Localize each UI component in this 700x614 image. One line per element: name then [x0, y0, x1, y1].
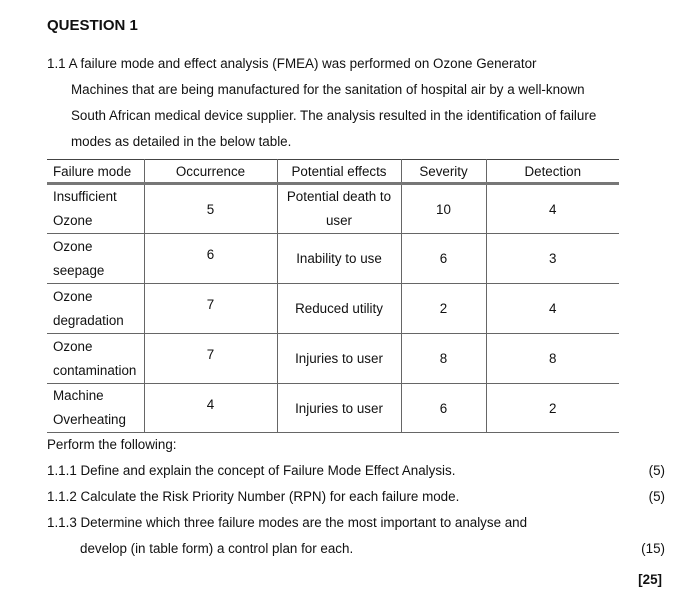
- table-row: [47, 284, 619, 334]
- table-row: [47, 334, 619, 384]
- failure-mode-line1: Machine: [53, 388, 104, 403]
- detection-cell: 4: [486, 284, 619, 334]
- task-text: 1.1.3 Determine which three failure modes are the most important to analyse and: [47, 515, 528, 530]
- task-item: [47, 458, 665, 484]
- severity-cell: 2: [401, 284, 486, 334]
- severity-cell: 8: [401, 334, 486, 384]
- failure-mode-line2: Overheating: [53, 412, 126, 427]
- total-marks: [25]: [638, 572, 662, 587]
- failure-mode-line1: Insufficient: [53, 189, 117, 204]
- failure-mode-line2: Ozone: [53, 213, 93, 228]
- header-severity: Severity: [401, 160, 486, 184]
- detection-cell: 3: [486, 234, 619, 284]
- effect-cell: Injuries to user: [277, 384, 401, 433]
- task-text-continuation: develop (in table form) a control plan for each.: [80, 541, 354, 556]
- header-failure-mode: Failure mode: [47, 160, 144, 184]
- failure-mode-line1: Ozone: [53, 288, 93, 304]
- failure-mode-line2: seepage: [53, 262, 105, 278]
- effect-cell: Inability to use: [277, 234, 401, 284]
- task-marks: (15): [641, 541, 665, 556]
- question-title: QUESTION 1: [47, 17, 138, 34]
- table-row: [47, 234, 619, 284]
- table-row: [47, 384, 619, 433]
- intro-continuation: Machines that are being manufactured for the sanitation of hospital air by a well-known South African medical device supplier. The analysis resulted in the identification of failure modes as detailed in the below table.: [71, 82, 597, 149]
- severity-cell: 6: [401, 234, 486, 284]
- task-intro: Perform the following:: [47, 437, 177, 452]
- failure-mode-cell: [47, 184, 144, 234]
- detection-cell: 8: [486, 334, 619, 384]
- header-detection: Detection: [486, 160, 619, 184]
- failure-mode-line2: degradation: [53, 312, 124, 328]
- task-item: [47, 484, 665, 510]
- failure-mode-line2: contamination: [53, 362, 137, 378]
- effect-cell: Potential death to user: [277, 184, 401, 234]
- intro-first-line: 1.1 A failure mode and effect analysis (FMEA) was performed on Ozone Generator: [47, 56, 537, 71]
- failure-mode-line1: Ozone: [53, 238, 93, 254]
- failure-mode-cell: [47, 384, 144, 433]
- table-row: [47, 184, 619, 234]
- severity-cell: 6: [401, 384, 486, 433]
- fmea-table: [47, 159, 619, 433]
- detection-cell: 2: [486, 384, 619, 433]
- detection-cell: 4: [486, 184, 619, 234]
- severity-cell: 10: [401, 184, 486, 234]
- task-text-block: [47, 510, 527, 562]
- failure-mode-cell: [47, 284, 144, 334]
- occurrence-cell: [144, 284, 277, 334]
- occurrence-value: 7: [206, 347, 215, 362]
- occurrence-cell: 5: [144, 184, 277, 234]
- failure-mode-line1: Ozone: [53, 338, 93, 354]
- task-marks: (5): [648, 463, 665, 478]
- task-text: 1.1.2 Calculate the Risk Priority Number (RPN) for each failure mode.: [47, 489, 460, 504]
- task-marks: (5): [648, 489, 665, 504]
- task-list: [47, 432, 665, 562]
- occurrence-value: 7: [206, 297, 215, 312]
- effect-cell: Injuries to user: [277, 334, 401, 384]
- intro-paragraph: [47, 51, 607, 155]
- table-header-row: [47, 160, 619, 184]
- occurrence-cell: [144, 384, 277, 433]
- failure-mode-cell: [47, 334, 144, 384]
- task-text: 1.1.1 Define and explain the concept of Failure Mode Effect Analysis.: [47, 463, 456, 478]
- task-item: [47, 510, 665, 562]
- occurrence-value: 6: [206, 247, 215, 262]
- header-occurrence: Occurrence: [144, 160, 277, 184]
- header-potential-effects: Potential effects: [277, 160, 401, 184]
- failure-mode-cell: [47, 234, 144, 284]
- effect-cell: Reduced utility: [277, 284, 401, 334]
- occurrence-cell: [144, 334, 277, 384]
- occurrence-value: 4: [206, 396, 215, 412]
- occurrence-cell: [144, 234, 277, 284]
